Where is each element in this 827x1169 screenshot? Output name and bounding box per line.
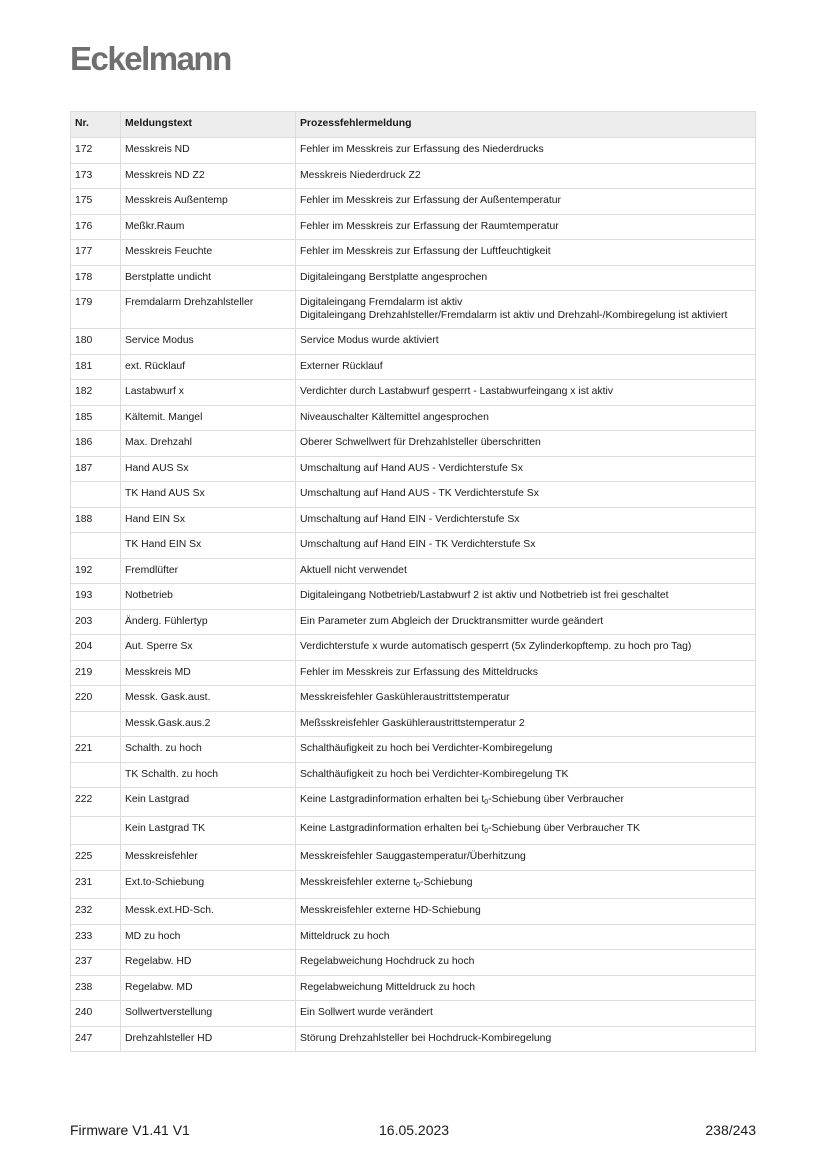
cell-meldungstext: MD zu hoch <box>121 924 296 950</box>
cell-prozessfehlermeldung <box>296 265 756 291</box>
table-row <box>71 291 756 329</box>
cell-prozessfehlermeldung <box>296 329 756 355</box>
cell-prozessfehlermeldung <box>296 431 756 457</box>
cell-nr: 222 <box>71 788 121 817</box>
description-text: Schalthäufigkeit zu hoch bei Verdichter-Kombiregelung TK <box>300 768 569 780</box>
cell-meldungstext: Regelabw. MD <box>121 975 296 1001</box>
table-row <box>71 329 756 355</box>
description-text-continued: -Schiebung <box>419 876 473 888</box>
description-text: Messkreisfehler externe HD-Schiebung <box>300 905 481 916</box>
table-body <box>71 138 756 1052</box>
description-text: Regelabweichung Hochdruck zu hoch <box>300 956 475 967</box>
description-text: Regelabweichung Mitteldruck zu hoch <box>300 981 476 993</box>
subscript-text: 0 <box>416 881 420 889</box>
cell-meldungstext: Drehzahlsteller HD <box>121 1026 296 1052</box>
table-row <box>71 870 756 899</box>
table-row <box>71 660 756 686</box>
cell-meldungstext: Messkreisfehler <box>121 845 296 871</box>
cell-meldungstext: Messkreis Feuchte <box>121 240 296 266</box>
cell-meldungstext: Ext.to-Schiebung <box>121 870 296 899</box>
table-row <box>71 456 756 482</box>
cell-prozessfehlermeldung <box>296 609 756 635</box>
cell-nr: 172 <box>71 138 121 164</box>
cell-prozessfehlermeldung <box>296 456 756 482</box>
table-row <box>71 975 756 1001</box>
cell-nr: 176 <box>71 214 121 240</box>
cell-nr: 187 <box>71 456 121 482</box>
cell-meldungstext: ext. Rücklauf <box>121 354 296 380</box>
cell-prozessfehlermeldung <box>296 788 756 817</box>
description-text: Fehler im Messkreis zur Erfassung des Mitteldrucks <box>300 666 538 678</box>
table-header-row <box>71 112 756 138</box>
description-text: Digitaleingang Berstplatte angesprochen <box>300 271 488 283</box>
cell-meldungstext: Notbetrieb <box>121 584 296 610</box>
table-row <box>71 899 756 925</box>
cell-prozessfehlermeldung <box>296 291 756 329</box>
cell-nr <box>71 816 121 845</box>
cell-meldungstext: Fremdlüfter <box>121 558 296 584</box>
table-row <box>71 686 756 712</box>
description-text: Messkreisfehler Sauggastemperatur/Überhitzung <box>300 851 526 862</box>
cell-nr: 175 <box>71 189 121 215</box>
description-text: Umschaltung auf Hand EIN - TK Verdichterstufe Sx <box>300 539 536 550</box>
cell-nr: 225 <box>71 845 121 871</box>
cell-prozessfehlermeldung <box>296 899 756 925</box>
cell-meldungstext: Messk.Gask.aus.2 <box>121 711 296 737</box>
table-row <box>71 584 756 610</box>
cell-nr: 238 <box>71 975 121 1001</box>
footer-page-number: 238/243 <box>705 1122 756 1138</box>
subscript-text: 0 <box>484 827 489 835</box>
description-text: Umschaltung auf Hand AUS - TK Verdichterstufe Sx <box>300 488 539 499</box>
cell-meldungstext: Max. Drehzahl <box>121 431 296 457</box>
table-row <box>71 950 756 976</box>
cell-meldungstext: Messkreis ND <box>121 138 296 164</box>
cell-nr: 232 <box>71 899 121 925</box>
column-header-meldungstext: Meldungstext <box>121 112 296 138</box>
table-row <box>71 762 756 788</box>
table-row <box>71 482 756 508</box>
cell-prozessfehlermeldung <box>296 870 756 899</box>
cell-prozessfehlermeldung <box>296 686 756 712</box>
description-text: Umschaltung auf Hand AUS - Verdichterstufe Sx <box>300 462 523 474</box>
cell-meldungstext: Schalth. zu hoch <box>121 737 296 763</box>
description-text: Externer Rücklauf <box>300 360 383 372</box>
table-row <box>71 737 756 763</box>
cell-meldungstext: Hand AUS Sx <box>121 456 296 482</box>
description-text: Messkreisfehler Gaskühleraustrittstemperatur <box>300 692 510 703</box>
description-text: Keine Lastgradinformation erhalten bei t <box>300 794 485 805</box>
cell-nr: 179 <box>71 291 121 329</box>
table-row <box>71 558 756 584</box>
description-text: Messkreis Niederdruck Z2 <box>300 169 421 181</box>
cell-nr: 181 <box>71 354 121 380</box>
cell-prozessfehlermeldung <box>296 405 756 431</box>
description-text: Digitaleingang Fremdalarm ist aktiv <box>300 297 463 308</box>
cell-meldungstext: Aut. Sperre Sx <box>121 635 296 661</box>
cell-meldungstext: Berstplatte undicht <box>121 265 296 291</box>
cell-nr: 233 <box>71 924 121 950</box>
cell-nr: 177 <box>71 240 121 266</box>
footer-firmware: Firmware V1.41 V1 <box>70 1122 190 1138</box>
cell-prozessfehlermeldung <box>296 214 756 240</box>
description-text: Störung Drehzahlsteller bei Hochdruck-Kombiregelung <box>300 1032 552 1044</box>
cell-prozessfehlermeldung <box>296 762 756 788</box>
cell-meldungstext: Service Modus <box>121 329 296 355</box>
cell-nr: 182 <box>71 380 121 406</box>
description-text: Ein Parameter zum Abgleich der Drucktransmitter wurde geändert <box>300 615 604 627</box>
description-text: Schalthäufigkeit zu hoch bei Verdichter-Kombiregelung <box>300 743 553 754</box>
cell-prozessfehlermeldung <box>296 635 756 661</box>
table-row <box>71 265 756 291</box>
cell-nr: 240 <box>71 1001 121 1027</box>
description-text-line2: Digitaleingang Drehzahlsteller/Fremdalarm ist aktiv und Drehzahl-/Kombiregelung ist aktiviert <box>300 309 728 321</box>
cell-nr: 180 <box>71 329 121 355</box>
cell-prozessfehlermeldung <box>296 924 756 950</box>
company-logo: Eckelmann <box>70 40 231 77</box>
cell-nr <box>71 711 121 737</box>
cell-nr: 186 <box>71 431 121 457</box>
description-text: Mitteldruck zu hoch <box>300 930 390 942</box>
cell-meldungstext: Fremdalarm Drehzahlsteller <box>121 291 296 329</box>
cell-nr: 247 <box>71 1026 121 1052</box>
cell-nr: 204 <box>71 635 121 661</box>
cell-meldungstext: Änderg. Fühlertyp <box>121 609 296 635</box>
cell-prozessfehlermeldung <box>296 845 756 871</box>
description-text: Ein Sollwert wurde verändert <box>300 1007 433 1018</box>
cell-prozessfehlermeldung <box>296 660 756 686</box>
description-text: Oberer Schwellwert für Drehzahlsteller überschritten <box>300 437 541 448</box>
cell-meldungstext: Lastabwurf x <box>121 380 296 406</box>
cell-meldungstext: TK Hand AUS Sx <box>121 482 296 508</box>
description-text: Keine Lastgradinformation erhalten bei t <box>300 822 485 834</box>
cell-prozessfehlermeldung <box>296 950 756 976</box>
cell-prozessfehlermeldung <box>296 533 756 559</box>
table-row <box>71 533 756 559</box>
cell-meldungstext: TK Hand EIN Sx <box>121 533 296 559</box>
table-row <box>71 507 756 533</box>
cell-nr: 220 <box>71 686 121 712</box>
table-row <box>71 214 756 240</box>
cell-prozessfehlermeldung <box>296 737 756 763</box>
description-text: Verdichter durch Lastabwurf gesperrt - Lastabwurfeingang x ist aktiv <box>300 386 614 397</box>
cell-nr: 221 <box>71 737 121 763</box>
cell-prozessfehlermeldung <box>296 380 756 406</box>
cell-meldungstext: Messkreis MD <box>121 660 296 686</box>
table-row <box>71 924 756 950</box>
cell-meldungstext: Messk.ext.HD-Sch. <box>121 899 296 925</box>
cell-meldungstext: TK Schalth. zu hoch <box>121 762 296 788</box>
cell-prozessfehlermeldung <box>296 584 756 610</box>
description-text: Messkreisfehler externe t <box>300 876 417 888</box>
description-text: Service Modus wurde aktiviert <box>300 335 439 346</box>
cell-nr: 178 <box>71 265 121 291</box>
cell-nr: 219 <box>71 660 121 686</box>
cell-meldungstext: Messkreis ND Z2 <box>121 163 296 189</box>
cell-prozessfehlermeldung <box>296 1026 756 1052</box>
cell-prozessfehlermeldung <box>296 558 756 584</box>
table-row <box>71 354 756 380</box>
cell-prozessfehlermeldung <box>296 816 756 845</box>
cell-meldungstext: Hand EIN Sx <box>121 507 296 533</box>
description-text: Umschaltung auf Hand EIN - Verdichterstufe Sx <box>300 513 520 525</box>
cell-nr: 185 <box>71 405 121 431</box>
table-row <box>71 1026 756 1052</box>
table-row <box>71 138 756 164</box>
cell-nr <box>71 533 121 559</box>
cell-nr: 188 <box>71 507 121 533</box>
description-text: Fehler im Messkreis zur Erfassung des Niederdrucks <box>300 144 544 155</box>
table-row <box>71 788 756 817</box>
description-text-continued: -Schiebung über Verbraucher <box>488 794 624 805</box>
cell-prozessfehlermeldung <box>296 189 756 215</box>
description-text: Meßsskreisfehler Gaskühleraustrittstemperatur 2 <box>300 717 525 729</box>
cell-prozessfehlermeldung <box>296 240 756 266</box>
cell-nr: 193 <box>71 584 121 610</box>
table-row <box>71 405 756 431</box>
description-text: Fehler im Messkreis zur Erfassung der Außentemperatur <box>300 195 562 206</box>
cell-nr <box>71 762 121 788</box>
table-row <box>71 163 756 189</box>
table-row <box>71 189 756 215</box>
cell-prozessfehlermeldung <box>296 975 756 1001</box>
table-row <box>71 380 756 406</box>
cell-nr: 192 <box>71 558 121 584</box>
cell-prozessfehlermeldung <box>296 1001 756 1027</box>
table-row <box>71 635 756 661</box>
cell-meldungstext: Messk. Gask.aust. <box>121 686 296 712</box>
table-row <box>71 609 756 635</box>
table-row <box>71 845 756 871</box>
description-text: Niveauschalter Kältemittel angesprochen <box>300 411 489 423</box>
cell-meldungstext: Regelabw. HD <box>121 950 296 976</box>
description-text: Digitaleingang Notbetrieb/Lastabwurf 2 ist aktiv und Notbetrieb ist frei geschaltet <box>300 590 669 601</box>
table-row <box>71 711 756 737</box>
cell-nr: 231 <box>71 870 121 899</box>
table-row <box>71 1001 756 1027</box>
footer-date: 16.05.2023 <box>379 1122 450 1138</box>
cell-nr: 173 <box>71 163 121 189</box>
cell-prozessfehlermeldung <box>296 163 756 189</box>
cell-prozessfehlermeldung <box>296 507 756 533</box>
description-text: Fehler im Messkreis zur Erfassung der Raumtemperatur <box>300 220 559 232</box>
cell-nr: 203 <box>71 609 121 635</box>
cell-meldungstext: Kein Lastgrad <box>121 788 296 817</box>
cell-nr: 237 <box>71 950 121 976</box>
cell-meldungstext: Meßkr.Raum <box>121 214 296 240</box>
message-table <box>70 111 756 1052</box>
table-row <box>71 240 756 266</box>
column-header-nr: Nr. <box>71 112 121 138</box>
description-text: Fehler im Messkreis zur Erfassung der Luftfeuchtigkeit <box>300 246 551 257</box>
cell-meldungstext: Sollwertverstellung <box>121 1001 296 1027</box>
cell-prozessfehlermeldung <box>296 354 756 380</box>
cell-prozessfehlermeldung <box>296 711 756 737</box>
cell-prozessfehlermeldung <box>296 482 756 508</box>
column-header-prozessfehlermeldung: Prozessfehlermeldung <box>296 112 756 138</box>
cell-meldungstext: Kein Lastgrad TK <box>121 816 296 845</box>
cell-nr <box>71 482 121 508</box>
cell-meldungstext: Messkreis Außentemp <box>121 189 296 215</box>
description-text-continued: -Schiebung über Verbraucher TK <box>488 822 640 834</box>
cell-meldungstext: Kältemit. Mangel <box>121 405 296 431</box>
table-row <box>71 431 756 457</box>
description-text: Aktuell nicht verwendet <box>300 564 407 576</box>
table-row <box>71 816 756 845</box>
description-text: Verdichterstufe x wurde automatisch gesperrt (5x Zylinderkopftemp. zu hoch pro Tag) <box>300 641 692 652</box>
subscript-text: 0 <box>484 799 489 806</box>
cell-prozessfehlermeldung <box>296 138 756 164</box>
